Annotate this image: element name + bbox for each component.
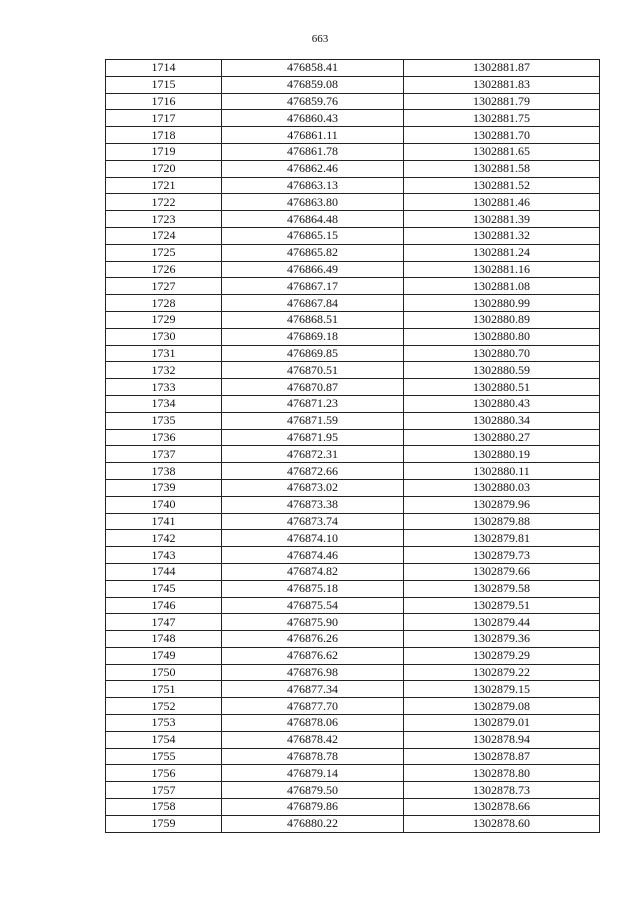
x-coordinate-cell: 476871.23 <box>222 395 404 412</box>
point-number-cell: 1728 <box>106 295 222 312</box>
x-coordinate-cell: 476879.50 <box>222 782 404 799</box>
table-row <box>106 177 600 194</box>
point-number-cell: 1757 <box>106 782 222 799</box>
table-row <box>106 311 600 328</box>
y-coordinate-cell: 1302880.03 <box>404 479 600 496</box>
x-coordinate-cell: 476877.70 <box>222 698 404 715</box>
table-row <box>106 93 600 110</box>
point-number-cell: 1740 <box>106 496 222 513</box>
x-coordinate-cell: 476863.80 <box>222 194 404 211</box>
table-row <box>106 463 600 480</box>
table-row <box>106 244 600 261</box>
x-coordinate-cell: 476873.02 <box>222 479 404 496</box>
point-number-cell: 1733 <box>106 379 222 396</box>
y-coordinate-cell: 1302879.51 <box>404 597 600 614</box>
y-coordinate-cell: 1302880.19 <box>404 446 600 463</box>
table-row <box>106 782 600 799</box>
y-coordinate-cell: 1302878.94 <box>404 731 600 748</box>
x-coordinate-cell: 476869.85 <box>222 345 404 362</box>
x-coordinate-cell: 476866.49 <box>222 261 404 278</box>
table-row <box>106 479 600 496</box>
point-number-cell: 1753 <box>106 715 222 732</box>
y-coordinate-cell: 1302881.83 <box>404 76 600 93</box>
table-row <box>106 60 600 77</box>
table-row <box>106 127 600 144</box>
x-coordinate-cell: 476863.13 <box>222 177 404 194</box>
point-number-cell: 1725 <box>106 244 222 261</box>
point-number-cell: 1750 <box>106 664 222 681</box>
point-number-cell: 1734 <box>106 395 222 412</box>
point-number-cell: 1736 <box>106 429 222 446</box>
y-coordinate-cell: 1302878.80 <box>404 765 600 782</box>
x-coordinate-cell: 476865.15 <box>222 227 404 244</box>
table-row <box>106 446 600 463</box>
coordinates-table-body <box>106 60 600 833</box>
point-number-cell: 1742 <box>106 530 222 547</box>
x-coordinate-cell: 476878.78 <box>222 748 404 765</box>
point-number-cell: 1721 <box>106 177 222 194</box>
point-number-cell: 1724 <box>106 227 222 244</box>
y-coordinate-cell: 1302879.36 <box>404 631 600 648</box>
x-coordinate-cell: 476859.76 <box>222 93 404 110</box>
x-coordinate-cell: 476859.08 <box>222 76 404 93</box>
point-number-cell: 1739 <box>106 479 222 496</box>
y-coordinate-cell: 1302881.16 <box>404 261 600 278</box>
point-number-cell: 1745 <box>106 580 222 597</box>
point-number-cell: 1748 <box>106 631 222 648</box>
point-number-cell: 1735 <box>106 412 222 429</box>
table-row <box>106 110 600 127</box>
y-coordinate-cell: 1302879.01 <box>404 715 600 732</box>
x-coordinate-cell: 476878.42 <box>222 731 404 748</box>
y-coordinate-cell: 1302881.79 <box>404 93 600 110</box>
page-number: 663 <box>311 33 329 45</box>
point-number-cell: 1714 <box>106 60 222 77</box>
table-row <box>106 345 600 362</box>
table-row <box>106 614 600 631</box>
table-row <box>106 143 600 160</box>
x-coordinate-cell: 476867.84 <box>222 295 404 312</box>
table-row <box>106 227 600 244</box>
point-number-cell: 1737 <box>106 446 222 463</box>
y-coordinate-cell: 1302879.73 <box>404 547 600 564</box>
x-coordinate-cell: 476864.48 <box>222 211 404 228</box>
point-number-cell: 1726 <box>106 261 222 278</box>
table-row <box>106 597 600 614</box>
point-number-cell: 1756 <box>106 765 222 782</box>
x-coordinate-cell: 476861.11 <box>222 127 404 144</box>
x-coordinate-cell: 476873.74 <box>222 513 404 530</box>
table-row <box>106 496 600 513</box>
table-row <box>106 765 600 782</box>
x-coordinate-cell: 476869.18 <box>222 328 404 345</box>
y-coordinate-cell: 1302880.89 <box>404 311 600 328</box>
table-row <box>106 580 600 597</box>
x-coordinate-cell: 476868.51 <box>222 311 404 328</box>
point-number-cell: 1744 <box>106 563 222 580</box>
y-coordinate-cell: 1302881.58 <box>404 160 600 177</box>
point-number-cell: 1751 <box>106 681 222 698</box>
y-coordinate-cell: 1302878.87 <box>404 748 600 765</box>
table-row <box>106 715 600 732</box>
point-number-cell: 1758 <box>106 799 222 816</box>
x-coordinate-cell: 476875.18 <box>222 580 404 597</box>
y-coordinate-cell: 1302881.32 <box>404 227 600 244</box>
table-row <box>106 698 600 715</box>
point-number-cell: 1738 <box>106 463 222 480</box>
x-coordinate-cell: 476871.95 <box>222 429 404 446</box>
table-row <box>106 513 600 530</box>
table-row <box>106 799 600 816</box>
table-row <box>106 429 600 446</box>
y-coordinate-cell: 1302878.73 <box>404 782 600 799</box>
point-number-cell: 1752 <box>106 698 222 715</box>
table-row <box>106 379 600 396</box>
table-row <box>106 211 600 228</box>
table-row <box>106 563 600 580</box>
y-coordinate-cell: 1302881.46 <box>404 194 600 211</box>
x-coordinate-cell: 476877.34 <box>222 681 404 698</box>
x-coordinate-cell: 476862.46 <box>222 160 404 177</box>
y-coordinate-cell: 1302880.80 <box>404 328 600 345</box>
table-row <box>106 194 600 211</box>
y-coordinate-cell: 1302880.43 <box>404 395 600 412</box>
x-coordinate-cell: 476858.41 <box>222 60 404 77</box>
y-coordinate-cell: 1302879.44 <box>404 614 600 631</box>
y-coordinate-cell: 1302880.34 <box>404 412 600 429</box>
table-row <box>106 278 600 295</box>
point-number-cell: 1722 <box>106 194 222 211</box>
x-coordinate-cell: 476861.78 <box>222 143 404 160</box>
x-coordinate-cell: 476875.90 <box>222 614 404 631</box>
point-number-cell: 1718 <box>106 127 222 144</box>
point-number-cell: 1720 <box>106 160 222 177</box>
point-number-cell: 1723 <box>106 211 222 228</box>
y-coordinate-cell: 1302879.81 <box>404 530 600 547</box>
x-coordinate-cell: 476876.26 <box>222 631 404 648</box>
x-coordinate-cell: 476878.06 <box>222 715 404 732</box>
y-coordinate-cell: 1302880.59 <box>404 362 600 379</box>
y-coordinate-cell: 1302879.08 <box>404 698 600 715</box>
point-number-cell: 1729 <box>106 311 222 328</box>
table-row <box>106 748 600 765</box>
point-number-cell: 1759 <box>106 815 222 832</box>
x-coordinate-cell: 476871.59 <box>222 412 404 429</box>
x-coordinate-cell: 476870.87 <box>222 379 404 396</box>
table-row <box>106 362 600 379</box>
y-coordinate-cell: 1302881.52 <box>404 177 600 194</box>
x-coordinate-cell: 476873.38 <box>222 496 404 513</box>
point-number-cell: 1749 <box>106 647 222 664</box>
point-number-cell: 1741 <box>106 513 222 530</box>
x-coordinate-cell: 476880.22 <box>222 815 404 832</box>
x-coordinate-cell: 476867.17 <box>222 278 404 295</box>
x-coordinate-cell: 476872.66 <box>222 463 404 480</box>
point-number-cell: 1715 <box>106 76 222 93</box>
point-number-cell: 1755 <box>106 748 222 765</box>
x-coordinate-cell: 476876.62 <box>222 647 404 664</box>
point-number-cell: 1719 <box>106 143 222 160</box>
table-row <box>106 395 600 412</box>
table-row <box>106 328 600 345</box>
x-coordinate-cell: 476870.51 <box>222 362 404 379</box>
y-coordinate-cell: 1302878.60 <box>404 815 600 832</box>
point-number-cell: 1743 <box>106 547 222 564</box>
table-row <box>106 530 600 547</box>
y-coordinate-cell: 1302879.96 <box>404 496 600 513</box>
y-coordinate-cell: 1302880.27 <box>404 429 600 446</box>
y-coordinate-cell: 1302880.11 <box>404 463 600 480</box>
point-number-cell: 1746 <box>106 597 222 614</box>
x-coordinate-cell: 476879.14 <box>222 765 404 782</box>
y-coordinate-cell: 1302879.58 <box>404 580 600 597</box>
y-coordinate-cell: 1302879.88 <box>404 513 600 530</box>
point-number-cell: 1754 <box>106 731 222 748</box>
x-coordinate-cell: 476865.82 <box>222 244 404 261</box>
y-coordinate-cell: 1302881.70 <box>404 127 600 144</box>
x-coordinate-cell: 476879.86 <box>222 799 404 816</box>
y-coordinate-cell: 1302881.75 <box>404 110 600 127</box>
point-number-cell: 1717 <box>106 110 222 127</box>
table-row <box>106 76 600 93</box>
table-row <box>106 160 600 177</box>
y-coordinate-cell: 1302879.66 <box>404 563 600 580</box>
y-coordinate-cell: 1302881.39 <box>404 211 600 228</box>
table-row <box>106 547 600 564</box>
y-coordinate-cell: 1302880.51 <box>404 379 600 396</box>
coordinates-table <box>105 59 600 833</box>
x-coordinate-cell: 476872.31 <box>222 446 404 463</box>
y-coordinate-cell: 1302881.65 <box>404 143 600 160</box>
x-coordinate-cell: 476875.54 <box>222 597 404 614</box>
x-coordinate-cell: 476860.43 <box>222 110 404 127</box>
y-coordinate-cell: 1302878.66 <box>404 799 600 816</box>
table-row <box>106 261 600 278</box>
y-coordinate-cell: 1302880.70 <box>404 345 600 362</box>
table-row <box>106 731 600 748</box>
y-coordinate-cell: 1302881.87 <box>404 60 600 77</box>
x-coordinate-cell: 476876.98 <box>222 664 404 681</box>
x-coordinate-cell: 476874.10 <box>222 530 404 547</box>
y-coordinate-cell: 1302881.08 <box>404 278 600 295</box>
y-coordinate-cell: 1302879.29 <box>404 647 600 664</box>
y-coordinate-cell: 1302881.24 <box>404 244 600 261</box>
table-row <box>106 681 600 698</box>
point-number-cell: 1747 <box>106 614 222 631</box>
table-row <box>106 664 600 681</box>
y-coordinate-cell: 1302879.15 <box>404 681 600 698</box>
point-number-cell: 1731 <box>106 345 222 362</box>
point-number-cell: 1716 <box>106 93 222 110</box>
table-row <box>106 412 600 429</box>
x-coordinate-cell: 476874.82 <box>222 563 404 580</box>
x-coordinate-cell: 476874.46 <box>222 547 404 564</box>
y-coordinate-cell: 1302879.22 <box>404 664 600 681</box>
table-row <box>106 631 600 648</box>
table-row <box>106 815 600 832</box>
point-number-cell: 1732 <box>106 362 222 379</box>
table-row <box>106 647 600 664</box>
point-number-cell: 1730 <box>106 328 222 345</box>
table-row <box>106 295 600 312</box>
y-coordinate-cell: 1302880.99 <box>404 295 600 312</box>
point-number-cell: 1727 <box>106 278 222 295</box>
